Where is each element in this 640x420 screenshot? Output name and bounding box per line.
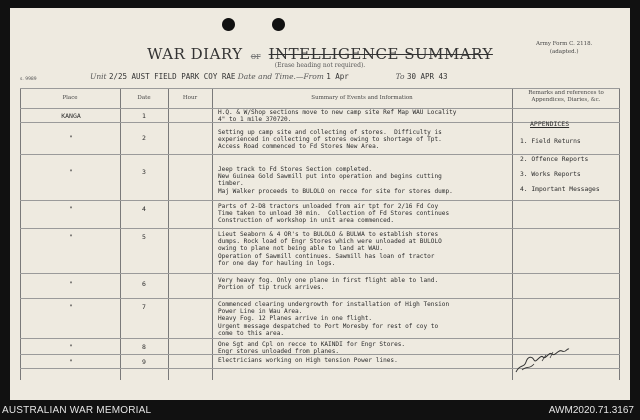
row-place: " — [69, 280, 73, 288]
column-divider — [212, 88, 213, 380]
date-label: Date and Time.—From — [237, 72, 324, 81]
diary-table — [20, 88, 620, 388]
army-form-number: Army Form C. 2118. — [536, 41, 593, 47]
title-or: or — [250, 52, 261, 62]
row-rule — [20, 298, 620, 299]
row-summary: Jeep track to Fd Stores Section completed. New Guinea Gold Sawmill put into operation and begins cutting timber. Maj Walker proceeds to BULOLO on recce for site for stores dump. — [218, 166, 453, 195]
row-summary: H.Q. & W/Shop sections move to new camp site Ref Map WAU Locality 4" to 1 mile 370720. — [218, 109, 457, 124]
row-rule — [20, 228, 620, 229]
row-place: " — [69, 233, 73, 241]
row-summary: Lieut Seaborn & 4 OR's to BULOLO & BULWA to establish stores dumps. Rock load of Engr Stores which were unloaded at BULOLO owing to plane not being able to land at WAU. Operation of Sawmill continues. Sawmill has loan of tractor for one day for hauling in logs. — [218, 231, 442, 267]
header-summary: Summary of Events and Information — [311, 95, 413, 101]
appendix-item: 3. Works Reports — [520, 171, 581, 178]
form-code: s. 9989 — [20, 77, 37, 82]
page-subtitle: (Erase heading not required). — [274, 62, 366, 69]
row-summary: Setting up camp site and collecting of stores. Difficulty is experienced in collecting of stores owing to shortage of Tpt. Access Road commenced to Fd Stores New Area. — [218, 129, 442, 151]
war-diary-page — [10, 8, 630, 400]
date-to: 30 APR 43 — [406, 72, 448, 81]
caption-id: AWM2020.71.3167 — [548, 405, 634, 416]
row-date: 5 — [142, 233, 146, 241]
header-date: Date — [137, 95, 151, 101]
row-date: 9 — [142, 358, 146, 366]
row-place: " — [69, 303, 73, 311]
column-divider — [168, 88, 169, 380]
row-date: 8 — [142, 343, 146, 351]
table-border-left — [20, 88, 21, 380]
army-form-label — [536, 40, 592, 56]
row-rule — [20, 154, 620, 155]
row-summary: Commenced clearing undergrowth for installation of High Tension Power Line in Wau Area. Heavy Fog. 12 Planes arrive in one flight. Urgent message despatched to Port Moresby for rest of coy to come to this area. — [218, 301, 450, 337]
row-summary: Parts of 2-D8 tractors unloaded from air tpt for 2/16 Fd Coy Time taken to unload 30 min. Collection of Fd Stores continues Construction of workshop in unit area commenced. — [218, 203, 450, 225]
header-hour: Hour — [182, 95, 198, 101]
appendices-heading: APPENDICES — [530, 120, 570, 128]
row-date: 7 — [142, 303, 146, 311]
row-rule — [20, 200, 620, 201]
row-date: 1 — [142, 112, 146, 120]
row-rule — [20, 338, 620, 339]
row-date: 3 — [142, 168, 146, 176]
row-date: 6 — [142, 280, 146, 288]
row-rule — [20, 273, 620, 274]
table-top-rule — [20, 88, 620, 89]
appendix-item: 1. Field Returns — [520, 138, 581, 145]
row-summary: One Sgt and Cpl on recce to KAINDI for Engr Stores. Engr stores unloaded from planes. — [218, 341, 406, 356]
appendix-item: 4. Important Messages — [520, 186, 600, 193]
row-summary: Very heavy fog. Only one plane in first flight able to land. Portion of tip truck arrives. — [218, 277, 439, 292]
header-remarks: Remarks and references to Appendices, Diaries, &c. — [528, 90, 604, 103]
unit-line — [90, 72, 448, 81]
table-border-right — [619, 88, 620, 380]
row-date: 2 — [142, 134, 146, 142]
row-place: " — [69, 134, 73, 142]
handwritten-signature — [512, 346, 572, 376]
appendix-item: 2. Offence Reports — [520, 156, 589, 163]
row-place: KANGA — [61, 112, 81, 120]
row-place: " — [69, 205, 73, 213]
date-to-label: To — [395, 72, 405, 81]
unit-value: 2/25 AUST FIELD PARK COY RAE — [108, 72, 236, 81]
row-place: " — [69, 168, 73, 176]
row-place: " — [69, 343, 73, 351]
row-date: 4 — [142, 205, 146, 213]
caption-source: AUSTRALIAN WAR MEMORIAL — [2, 405, 152, 416]
header-place: Place — [62, 95, 78, 101]
row-place: " — [69, 358, 73, 366]
army-form-adapted: (adapted.) — [549, 49, 579, 55]
column-divider — [120, 88, 121, 380]
title-intelligence-summary: INTELLIGENCE SUMMARY — [268, 45, 493, 63]
date-from: 1 Apr — [326, 72, 349, 81]
column-divider — [512, 88, 513, 380]
unit-label: Unit — [90, 72, 107, 81]
row-summary: Electricians working on High tension Power lines. — [218, 357, 398, 364]
punch-hole-right — [272, 18, 285, 31]
title-war-diary: WAR DIARY — [147, 45, 243, 63]
punch-hole-left — [222, 18, 235, 31]
